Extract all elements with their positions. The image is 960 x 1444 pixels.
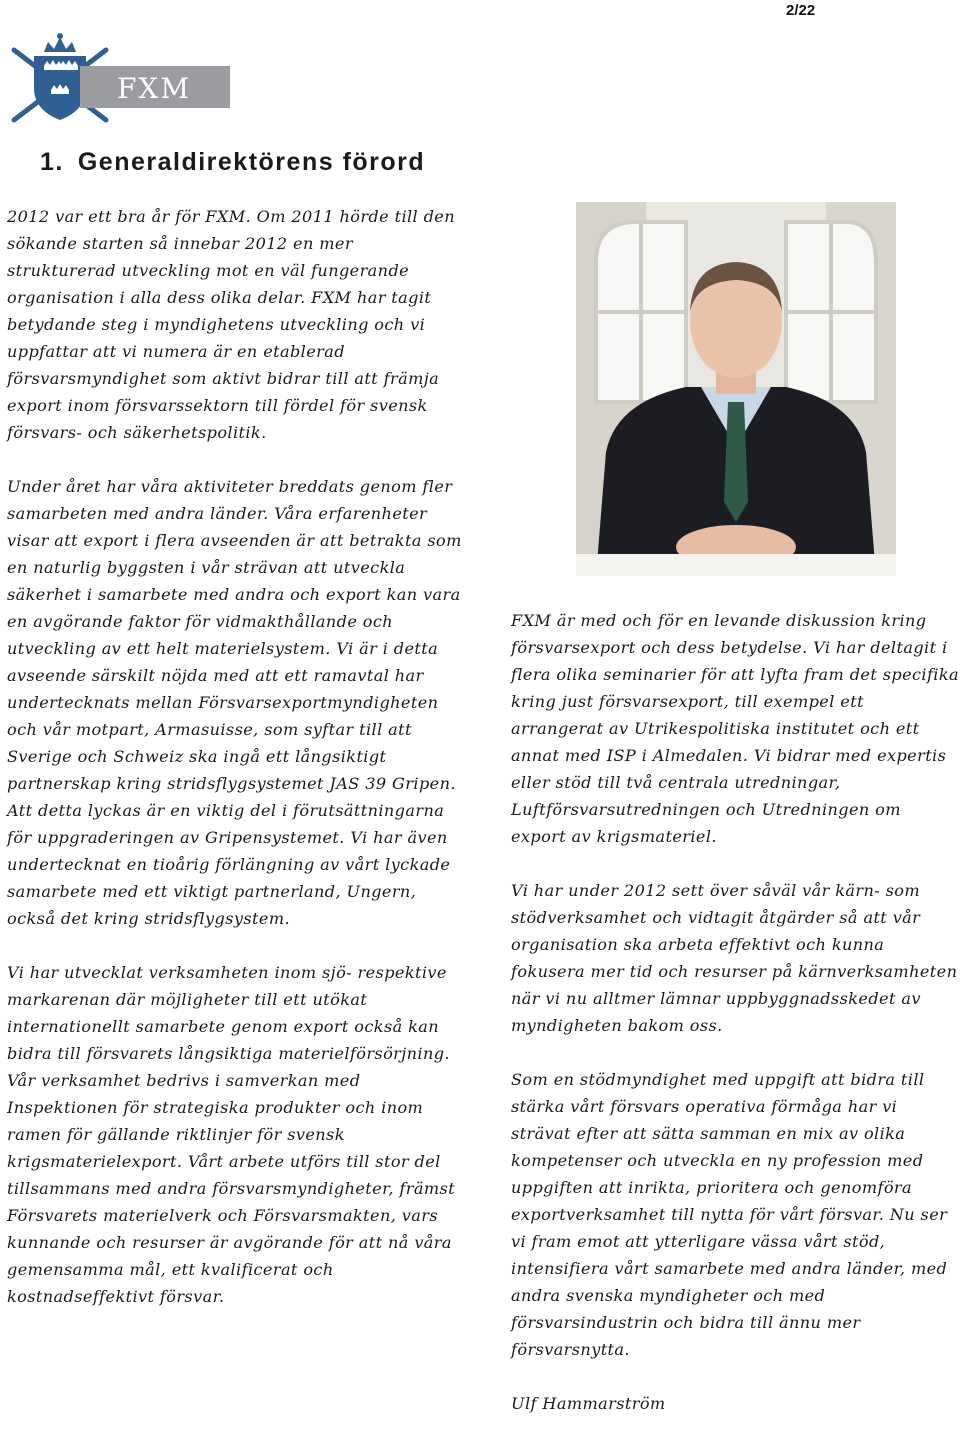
paragraph: Vi har under 2012 sett över såväl vår kärn- som stödverksamhet och vidtagit åtgärder så att vår organisation ska arbeta effektivt och kunna fokusera mer tid och resurser på kärnverksamheten när vi nu alltmer lämnar uppbyggnadsskedet av myndigheten bakom oss.: [511, 881, 958, 1035]
portrait-photo: [576, 202, 896, 576]
section-title: Generaldirektörens förord: [77, 148, 426, 176]
svg-text:FXM: FXM: [116, 72, 192, 105]
section-number: 1.: [40, 148, 64, 176]
page-title: [40, 148, 425, 177]
signature: Ulf Hammarström: [511, 1394, 666, 1413]
paragraph: 2012 var ett bra år för FXM. Om 2011 hörde till den sökande starten så innebar 2012 en mer strukturerad utveckling mot en väl fungerande organisation i alla dess olika delar. FXM har tagit betydande steg i myndighetens utveckling och vi uppfattar att vi numera är en etablerad försvarsmyndighet som aktivt bidrar till att främja export inom försvarssektorn till fördel för svensk försvars- och säkerhetspolitik.: [7, 207, 455, 442]
right-column: [511, 607, 960, 1444]
portrait-illustration: [576, 202, 896, 576]
fxm-logo: [6, 32, 230, 126]
paragraph: FXM är med och för en levande diskussion kring försvarsexport och dess betydelse. Vi har deltagit i flera olika seminarier för att lyfta fram det specifika kring just försvarsexport, till exempel ett arrangerat av Utrikespolitiska institutet och ett annat med ISP i Almedalen. Vi bidrar med expertis eller stöd till två centrala utredningar, Luftförsvarsutredningen och Utredningen om export av krigsmateriel.: [511, 611, 960, 846]
paragraph: Vi har utvecklat verksamheten inom sjö- respektive markarenan där möjligheter till ett utökat internationellt samarbete genom export också kan bidra till försvarets långsiktiga materielförsörjning. Vår verksamhet bedrivs i samverkan med Inspektionen för strategiska produkter och inom ramen för gällande riktlinjer för svensk krigsmaterielexport. Vårt arbete utförs till stor del tillsammans med andra försvarsmyndigheter, främst Försvarets materielverk och Försvarsmakten, vars kunnande och resurser är avgörande för att nå våra gemensamma mål, ett kvalificerat och kostnadseffektivt försvar.: [7, 963, 456, 1306]
paragraph: Under året har våra aktiviteter breddats genom fler samarbeten med andra länder. Våra erfarenheter visar att export i flera avseenden är att betrakta som en naturlig byggsten i vår strävan att utveckla säkerhet i samarbete med andra och export kan vara en avgörande faktor för vidmakthållande och utveckling av ett helt materielsystem. Vi är i detta avseende särskilt nöjda med att ett ramavtal har undertecknats mellan Försvarsexportmyndigheten och vår motpart, Armasuisse, som syftar till att Sverige och Schweiz ska ingå ett långsiktigt partnerskap kring stridsflygsystemet JAS 39 Gripen. Att detta lyckas är en viktig del i förutsättningarna för uppgraderingen av Gripensystemet. Vi har även undertecknat en tioårig förlängning av vårt lyckade samarbete med ett viktigt partnerland, Ungern, också det kring stridsflygsystem.: [7, 477, 462, 928]
left-column: [7, 203, 465, 1337]
paragraph: Som en stödmyndighet med uppgift att bidra till stärka vårt försvars operativa förmåga har vi strävat efter att sätta samman en mix av olika kompetenser och utveckla en ny profession med uppgiften att inrikta, prioritera och genomföra exportverksamhet till nytta för vårt försvar. Nu ser vi fram emot att ytterligare vässa vårt stöd, intensifiera vårt samarbete med andra länder, med andra svenska myndigheter och med försvarsindustrin och bidra till ännu mer försvarsnytta.: [511, 1070, 948, 1359]
page-number: 2/22: [786, 2, 816, 19]
